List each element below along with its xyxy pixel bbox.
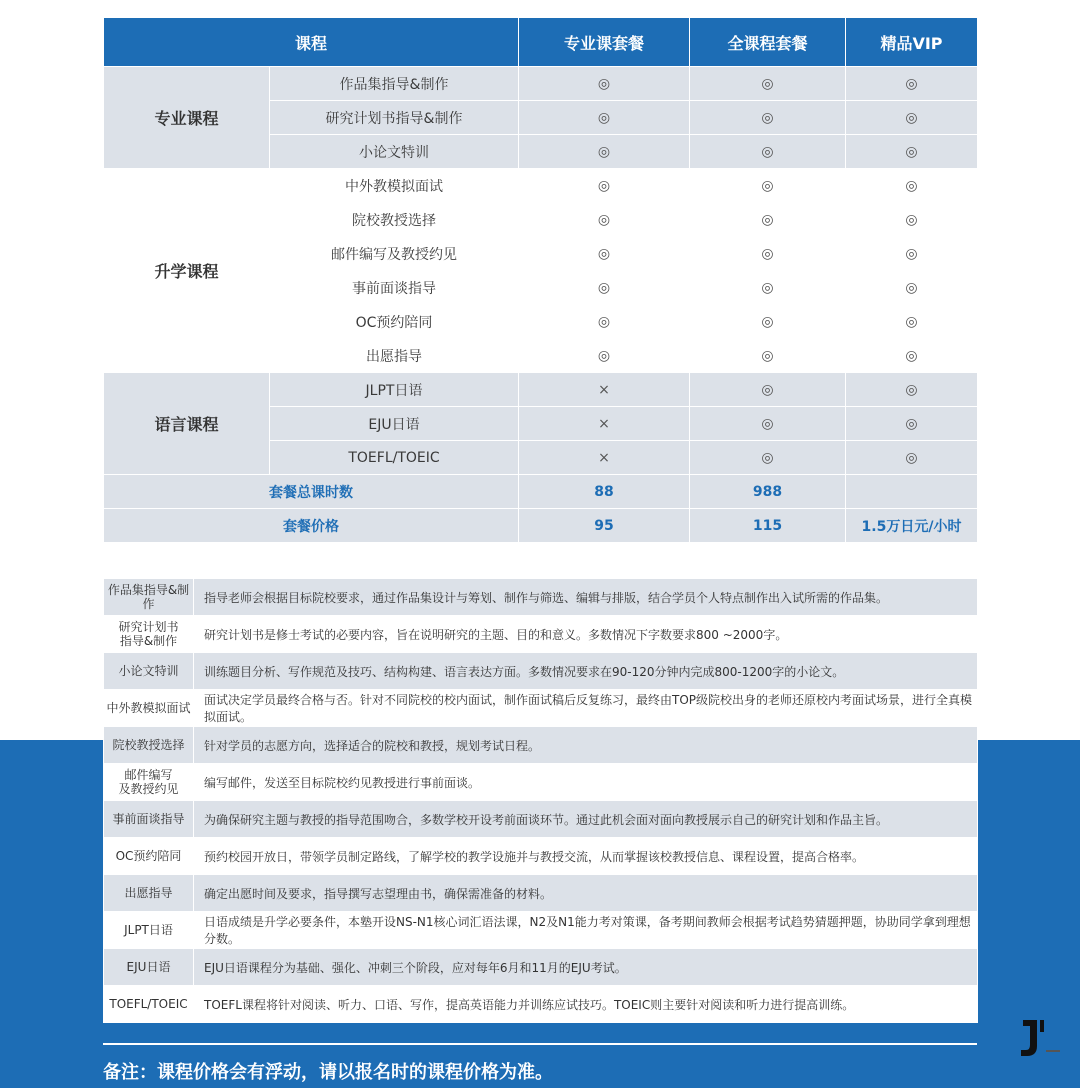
category-pro: 专业课程: [104, 67, 270, 169]
cell-pro: ×: [519, 407, 690, 441]
header-plan-pro: 专业课套餐: [519, 18, 690, 67]
description-course-name: 小论文特训: [104, 653, 194, 690]
cell-vip: ◎: [846, 203, 978, 237]
cell-pro: ◎: [519, 135, 690, 169]
price-row: [104, 509, 978, 543]
description-text: EJU日语课程分为基础、强化、冲刺三个阶段，应对每年6月和11月的EJU考试。: [194, 949, 978, 986]
description-course-name: 邮件编写 及教授约见: [104, 764, 194, 801]
cell-full: ◎: [690, 373, 846, 407]
cell-pro: ◎: [519, 169, 690, 203]
cell-vip: ◎: [846, 67, 978, 101]
total-hours-label: 套餐总课时数: [104, 475, 519, 509]
description-row: [104, 653, 978, 690]
description-course-name: JLPT日语: [104, 912, 194, 949]
description-text: 指导老师会根据目标院校要求，通过作品集设计与筹划、制作与筛选、编辑与排版，结合学员个人特点制作出入试所需的作品集。: [194, 579, 978, 616]
course-name: 事前面谈指导: [270, 271, 519, 305]
cell-full: ◎: [690, 101, 846, 135]
course-name: 院校教授选择: [270, 203, 519, 237]
category-language: 语言课程: [104, 373, 270, 475]
description-table: [103, 578, 978, 1023]
footer-note: 备注：课程价格会有浮动，请以报名时的课程价格为准。: [103, 1062, 553, 1083]
description-text: 训练题目分析、写作规范及技巧、结构构建、语言表达方面。多数情况要求在90-120分钟内完成800-1200字的小论文。: [194, 653, 978, 690]
cell-pro: ◎: [519, 305, 690, 339]
description-row: [104, 986, 978, 1023]
j-logo-icon: [1015, 1016, 1063, 1060]
table-row: [104, 169, 978, 203]
description-text: 针对学员的志愿方向，选择适合的院校和教授，规划考试日程。: [194, 727, 978, 764]
price-full: 115: [690, 509, 846, 543]
cell-vip: ◎: [846, 271, 978, 305]
cell-full: ◎: [690, 135, 846, 169]
course-name: 中外教模拟面试: [270, 169, 519, 203]
description-row: [104, 616, 978, 653]
course-name: 小论文特训: [270, 135, 519, 169]
cell-full: ◎: [690, 339, 846, 373]
cell-full: ◎: [690, 237, 846, 271]
header-course: 课程: [104, 18, 519, 67]
description-text: 日语成绩是升学必要条件，本塾开设NS-N1核心词汇语法课，N2及N1能力考对策课，备考期间教师会根据考试趋势猜题押题，协助同学拿到理想分数。: [194, 912, 978, 949]
cell-vip: ◎: [846, 135, 978, 169]
total-hours-vip: [846, 475, 978, 509]
description-course-name: 作品集指导&制作: [104, 579, 194, 616]
description-row: [104, 838, 978, 875]
cell-vip: ◎: [846, 101, 978, 135]
cell-vip: ◎: [846, 305, 978, 339]
description-row: [104, 949, 978, 986]
cell-vip: ◎: [846, 339, 978, 373]
pricing-header-row: [104, 18, 978, 67]
cell-full: ◎: [690, 271, 846, 305]
cell-pro: ×: [519, 373, 690, 407]
description-course-name: 出愿指导: [104, 875, 194, 912]
cell-vip: ◎: [846, 407, 978, 441]
description-course-name: EJU日语: [104, 949, 194, 986]
cell-full: ◎: [690, 407, 846, 441]
total-hours-pro: 88: [519, 475, 690, 509]
cell-vip: ◎: [846, 237, 978, 271]
header-plan-full: 全课程套餐: [690, 18, 846, 67]
description-row: [104, 727, 978, 764]
cell-pro: ◎: [519, 237, 690, 271]
price-pro: 95: [519, 509, 690, 543]
course-name: 作品集指导&制作: [270, 67, 519, 101]
price-label: 套餐价格: [104, 509, 519, 543]
price-vip: 1.5万日元/小时: [846, 509, 978, 543]
description-text: 编写邮件，发送至目标院校约见教授进行事前面谈。: [194, 764, 978, 801]
cell-pro: ◎: [519, 67, 690, 101]
table-row: [104, 373, 978, 407]
cell-vip: ◎: [846, 373, 978, 407]
course-name: JLPT日语: [270, 373, 519, 407]
course-name: EJU日语: [270, 407, 519, 441]
description-course-name: 研究计划书 指导&制作: [104, 616, 194, 653]
table-row: [104, 67, 978, 101]
total-hours-row: [104, 475, 978, 509]
cell-full: ◎: [690, 305, 846, 339]
description-course-name: 中外教模拟面试: [104, 690, 194, 727]
course-name: OC预约陪同: [270, 305, 519, 339]
description-text: 为确保研究主题与教授的指导范围吻合，多数学校开设考前面谈环节。通过此机会面对面向教授展示自己的研究计划和作品主旨。: [194, 801, 978, 838]
description-text: 确定出愿时间及要求，指导撰写志望理由书，确保需准备的材料。: [194, 875, 978, 912]
footer-divider: [103, 1043, 977, 1045]
course-name: 出愿指导: [270, 339, 519, 373]
cell-full: ◎: [690, 169, 846, 203]
description-row: [104, 912, 978, 949]
category-admission: 升学课程: [104, 169, 270, 373]
description-row: [104, 875, 978, 912]
cell-full: ◎: [690, 67, 846, 101]
header-plan-vip: 精品VIP: [846, 18, 978, 67]
cell-pro: ◎: [519, 271, 690, 305]
course-name: TOEFL/TOEIC: [270, 441, 519, 475]
description-row: [104, 690, 978, 727]
description-course-name: TOEFL/TOEIC: [104, 986, 194, 1023]
cell-pro: ◎: [519, 101, 690, 135]
cell-vip: ◎: [846, 169, 978, 203]
cell-pro: ◎: [519, 339, 690, 373]
course-name: 邮件编写及教授约见: [270, 237, 519, 271]
cell-pro: ◎: [519, 203, 690, 237]
description-text: 预约校园开放日，带领学员制定路线，了解学校的教学设施并与教授交流，从而掌握该校教授信息、课程设置，提高合格率。: [194, 838, 978, 875]
cell-vip: ◎: [846, 441, 978, 475]
course-name: 研究计划书指导&制作: [270, 101, 519, 135]
description-text: 研究计划书是修士考试的必要内容，旨在说明研究的主题、目的和意义。多数情况下字数要求800 ~2000字。: [194, 616, 978, 653]
total-hours-full: 988: [690, 475, 846, 509]
description-course-name: 事前面谈指导: [104, 801, 194, 838]
cell-full: ◎: [690, 203, 846, 237]
description-text: 面试决定学员最终合格与否。针对不同院校的校内面试，制作面试稿后反复练习，最终由TOP级院校出身的老师还原校内考面试场景，进行全真模拟面试。: [194, 690, 978, 727]
cell-full: ◎: [690, 441, 846, 475]
description-row: [104, 801, 978, 838]
description-text: TOEFL课程将针对阅读、听力、口语、写作，提高英语能力并训练应试技巧。TOEIC则主要针对阅读和听力进行提高训练。: [194, 986, 978, 1023]
description-row: [104, 764, 978, 801]
cell-pro: ×: [519, 441, 690, 475]
pricing-table: [103, 17, 978, 543]
description-course-name: 院校教授选择: [104, 727, 194, 764]
description-row: [104, 579, 978, 616]
description-course-name: OC预约陪同: [104, 838, 194, 875]
